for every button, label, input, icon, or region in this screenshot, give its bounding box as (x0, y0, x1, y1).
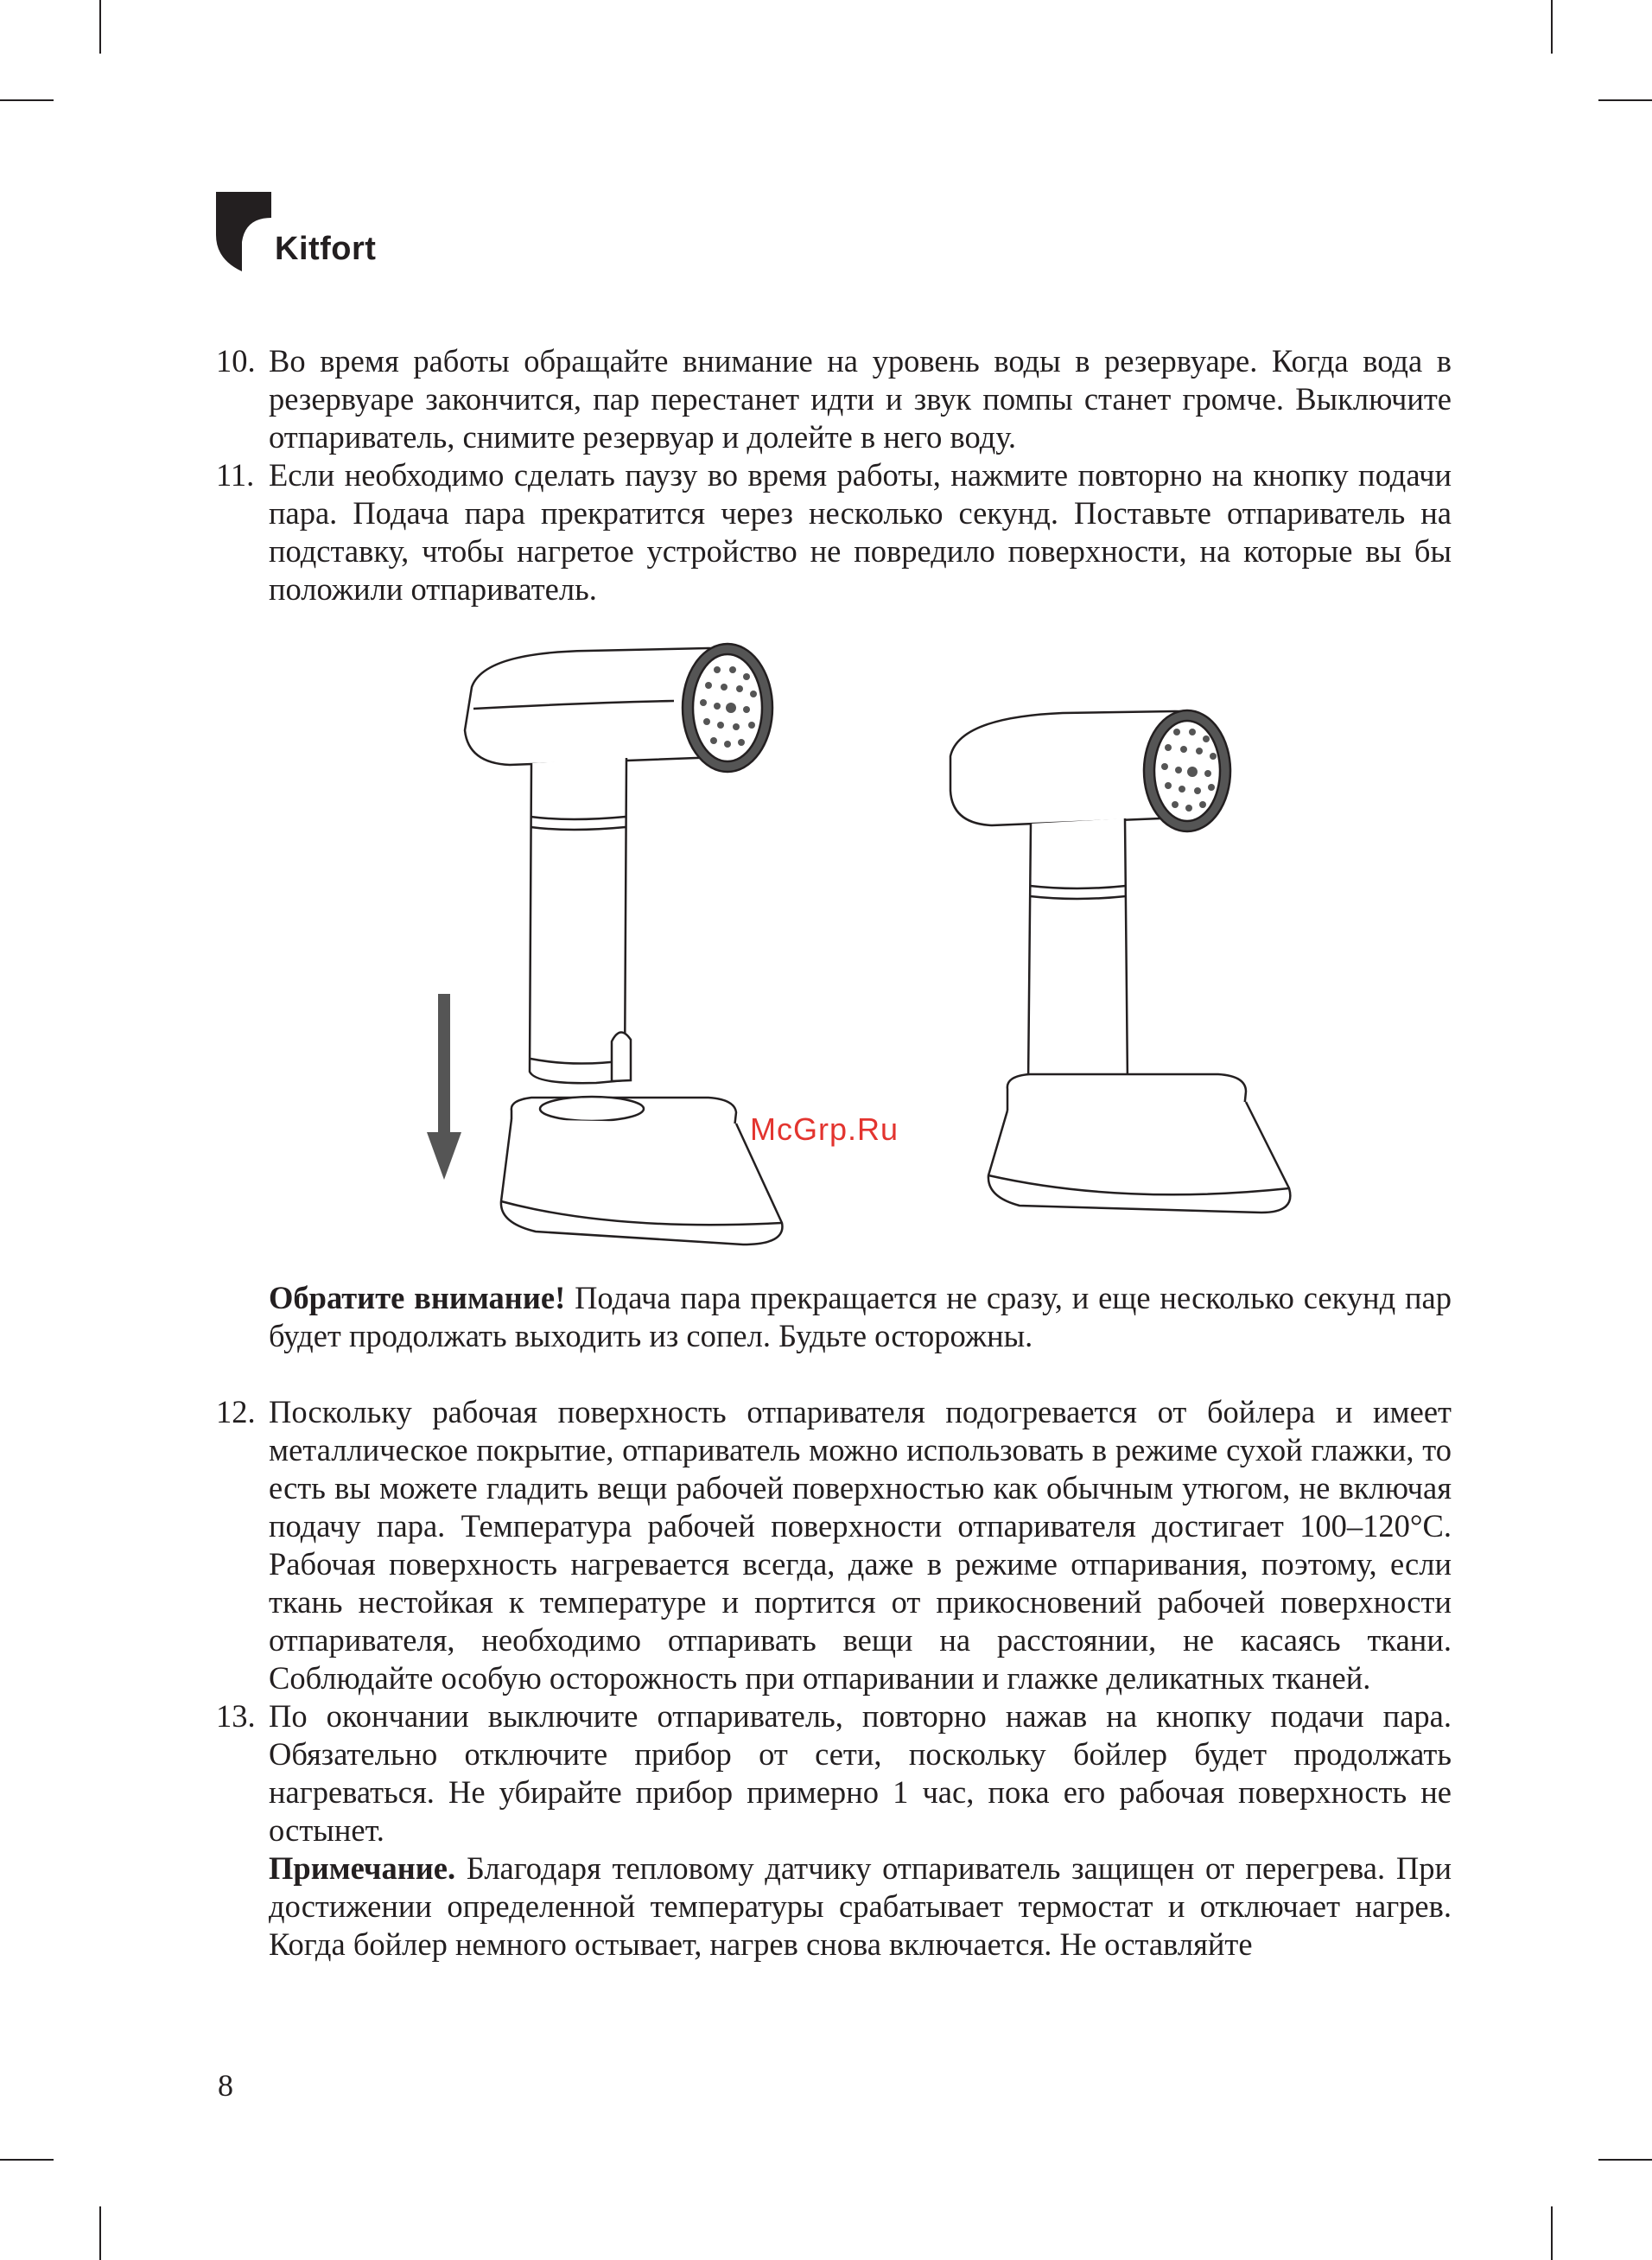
instructions-bottom (216, 1393, 1452, 1964)
list-item (216, 1697, 1452, 1849)
crop-mark (1598, 2159, 1652, 2161)
brand-name: Kitfort (275, 231, 377, 267)
item-text: По окончании выключите отпариватель, повторно нажав на кнопку подачи пара. Обязательно отключите прибор от сети, поскольку бойлер будет продолжать нагреваться. Не убирайте прибор примерно 1 час, пока его рабочая поверхность не остынет. (269, 1698, 1452, 1848)
logo-mark-icon (216, 192, 271, 271)
arrow-down-icon (427, 994, 461, 1180)
crop-mark (1551, 2206, 1553, 2260)
remark-text: Благодаря тепловому датчику отпариватель защищен от перегрева. При достижении определенной температуры срабатывает термостат и отключает нагрев. Когда бойлер немного остывает, нагрев снова включается. Не оставляйте (269, 1850, 1452, 1962)
crop-mark (99, 2206, 101, 2260)
attention-text: Подача пара прекращается не сразу, и еще несколько секунд пар будет продолжать выходить из сопел. Будьте осторожны. (269, 1280, 1452, 1353)
attention-note (216, 1279, 1452, 1355)
item-number: 10. (216, 343, 256, 379)
crop-mark (1598, 99, 1652, 101)
item-text: Поскольку рабочая поверхность отпаривателя подогревается от бойлера и имеет металлическое покрытие, отпариватель можно использовать в режиме сухой глажки, то есть вы можете гладить вещи рабочей поверхностью как обычным утюгом, не включая подачу пара. Температура рабочей поверхности отпаривателя достигает 100–120°C. Рабочая поверхность нагревается всегда, даже в режиме отпаривания, поэтому, если ткань нестойкая к температуре и портится от прикосновений рабочей поверхности отпаривателя, необходимо отпаривать вещи на расстоянии, не касаясь ткани. Соблюдайте особую осторожность при отпаривании и глажке деликатных тканей. (269, 1394, 1452, 1696)
crop-mark (0, 2159, 54, 2161)
item-number: 11. (216, 457, 255, 493)
remark-paragraph (216, 1849, 1452, 1964)
instructions-top (216, 342, 1452, 608)
item-number: 12. (216, 1394, 256, 1429)
item-number: 13. (216, 1698, 256, 1734)
brand-logo (216, 192, 376, 271)
page-number: 8 (218, 2068, 233, 2103)
attention-label: Обратите внимание! (269, 1280, 566, 1315)
crop-mark (99, 0, 101, 54)
watermark: McGrp.Ru (750, 1111, 899, 1147)
crop-mark (1551, 0, 1553, 54)
remark-label: Примечание. (269, 1850, 456, 1886)
list-item (216, 342, 1452, 456)
crop-mark (0, 99, 54, 101)
list-item (216, 456, 1452, 608)
attention-paragraph (216, 1279, 1452, 1355)
item-text: Если необходимо сделать паузу во время работы, нажмите повторно на кнопку подачи пара. Подача пара прекратится через несколько секунд. Поставьте отпариватель на подставку, чтобы нагретое устройство не повредило поверхности, на которые вы бы положили отпариватель. (269, 457, 1452, 607)
item-text: Во время работы обращайте внимание на уровень воды в резервуаре. Когда вода в резервуаре закончится, пар перестанет идти и звук помпы станет громче. Выключите отпариватель, снимите резервуар и долейте в него воду. (269, 343, 1452, 455)
list-item (216, 1393, 1452, 1697)
steamer-illustration (415, 635, 1296, 1257)
